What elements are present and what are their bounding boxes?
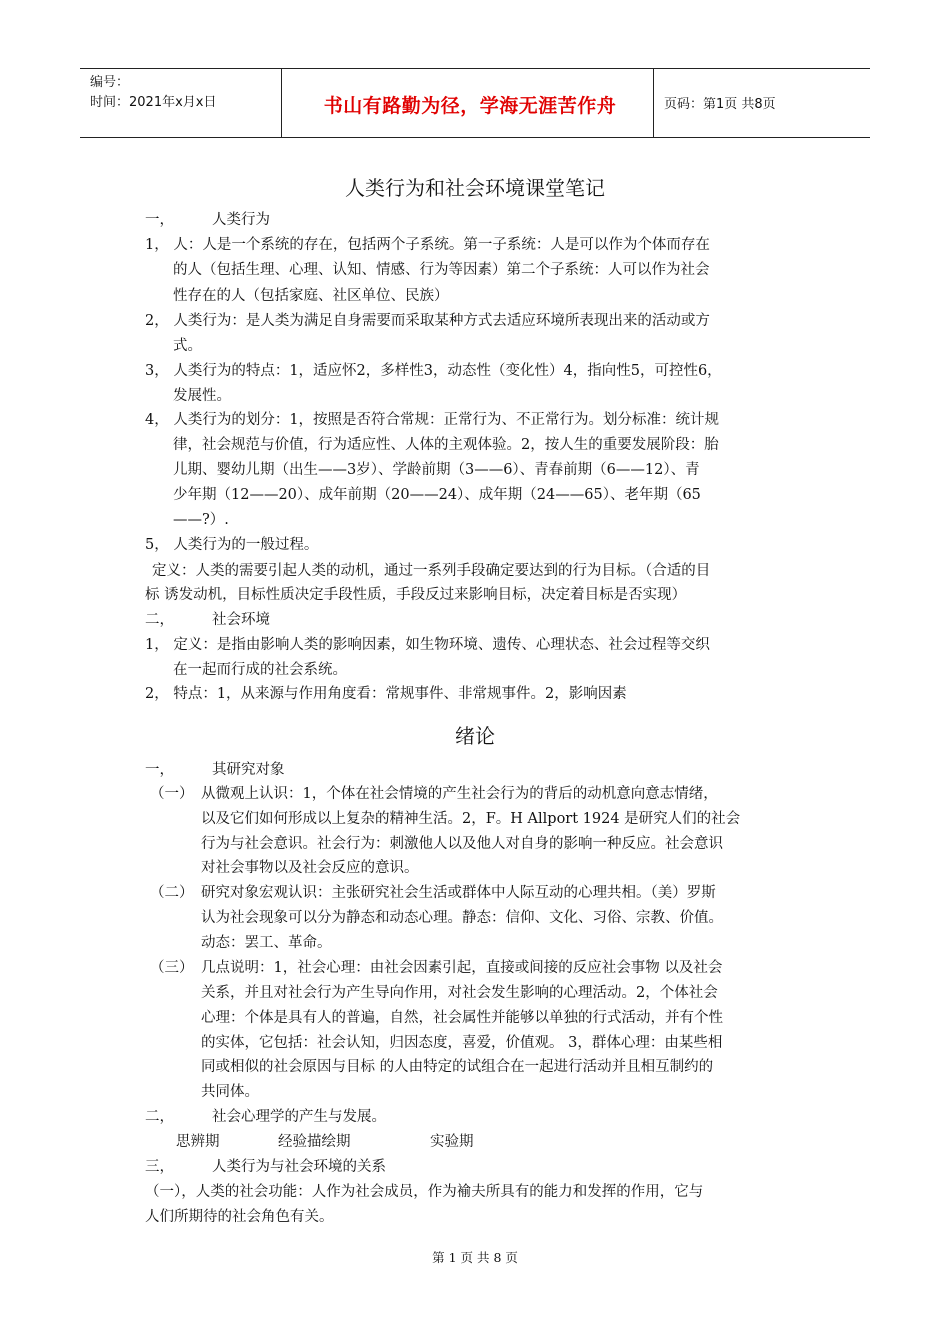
- header-meta: [90, 73, 216, 113]
- paragraph-line: 以及它们如何形成以上复杂的精神生活。2，F。H Allport 1924 是研究人们的社会: [201, 811, 741, 827]
- section-heading: 其研究对象: [212, 762, 285, 778]
- paragraph-line: 关系，并且对社会行为产生导向作用，对社会发生影响的心理活动。2，个体社会: [201, 985, 718, 1001]
- paragraph-line: 共同体。: [201, 1084, 259, 1100]
- item-number: （三）: [150, 960, 194, 976]
- paragraph-line: 5， 人类行为的一般过程。: [145, 537, 319, 553]
- paragraph-line: 性存在的人（包括家庭、社区单位、民族）: [173, 288, 449, 304]
- paragraph-line: 3， 人类行为的特点：1，适应怀2，多样性3，动态性（变化性）4，指向性5，可控性6，: [145, 363, 722, 379]
- section-number: 一，: [145, 212, 174, 228]
- header-divider: [281, 69, 282, 137]
- header-motto: 书山有路勤为径，学海无涯苦作舟: [323, 95, 617, 117]
- section-number: 二，: [145, 612, 174, 628]
- section-number: 一，: [145, 762, 174, 778]
- paragraph-line: 的人（包括生理、心理、认知、情感、行为等因素）第二个子系统：人可以作为社会: [173, 262, 710, 278]
- section-heading: 社会心理学的产生与发展。: [212, 1109, 386, 1125]
- paragraph-line: 几点说明：1，社会心理：由社会因素引起，直接或间接的反应社会事物 以及社会: [201, 960, 723, 976]
- header-divider: [653, 69, 654, 137]
- paragraph-line: 式。: [173, 338, 202, 354]
- paragraph-line: 少年期（12——20）、成年前期（20——24）、成年期（24——65）、老年期（65: [173, 487, 701, 503]
- paragraph-line: 研究对象宏观认识：主张研究社会生活或群体中人际互动的心理共相。（美）罗斯: [201, 885, 716, 901]
- header-page-label: 页码：第1页 共8页: [664, 97, 776, 112]
- item-number: （一）: [150, 786, 194, 802]
- paragraph-line: 认为社会现象可以分为静态和动态心理。静态：信仰、文化、习俗、宗教、价值。: [201, 910, 723, 926]
- section-number: 三，: [145, 1159, 174, 1175]
- paragraph-line: 心理：个体是具有人的普遍，自然，社会属性并能够以单独的行式活动，并有个性: [201, 1010, 723, 1026]
- paragraph-line: 发展性。: [173, 388, 231, 404]
- paragraph-line: 动态：罢工、革命。: [201, 935, 332, 951]
- paragraph-line: 在一起而行成的社会系统。: [173, 662, 347, 678]
- paragraph-line: 2， 特点：1，从来源与作用角度看：常规事件、非常规事件。2，影响因素: [145, 686, 627, 702]
- paragraph-line: 定义：人类的需要引起人类的动机，通过一系列手段确定要达到的行为目标。（合适的目: [152, 563, 711, 579]
- number-label: 编号：: [90, 75, 130, 90]
- paragraph-line: 同或相似的社会原因与目标 的人由特定的试组合在一起进行活动并且相互制约的: [201, 1059, 714, 1075]
- paragraph-line: 1， 定义：是指由影响人类的影响因素，如生物环境、遗传、心理状态、社会过程等交织: [145, 637, 710, 653]
- section-number: 二，: [145, 1109, 174, 1125]
- item-number: （二）: [150, 885, 194, 901]
- page-header: [80, 68, 870, 138]
- section-heading: 社会环境: [212, 612, 270, 628]
- paragraph-line: ——?）.: [173, 512, 229, 528]
- paragraph-line: 标 诱发动机，目标性质决定手段性质，手段反过来影响目标，决定着目标是否实现）: [145, 587, 687, 603]
- paragraph-line: 4， 人类行为的划分：1，按照是否符合常规：正常行为、不正常行为。划分标准：统计规: [145, 412, 720, 428]
- paragraph-line: 对社会事物以及社会反应的意识。: [201, 860, 419, 876]
- section-heading: 人类行为与社会环境的关系: [212, 1159, 386, 1175]
- time-label: 时间：2021年x月x日: [90, 95, 217, 110]
- stage-label: 实验期: [430, 1134, 474, 1150]
- section-heading: 人类行为: [212, 212, 270, 228]
- paragraph-line: 律，社会规范与价值，行为适应性、人体的主观体验。2，按人生的重要发展阶段：胎: [173, 437, 719, 453]
- stage-label: 经验描绘期: [278, 1134, 351, 1150]
- stage-label: 思辨期: [176, 1134, 220, 1150]
- paragraph-line: 的实体，它包括：社会认知，归因态度，喜爱，价值观。 3，群体心理：由某些相: [201, 1035, 723, 1051]
- paragraph-line: 从微观上认识：1，个体在社会情境的产生社会行为的背后的动机意向意志情绪，: [201, 786, 718, 802]
- paragraph-line: 儿期、婴幼儿期（出生——3岁）、学龄前期（3——6）、青春前期（6——12）、青: [173, 462, 700, 478]
- page-title: 人类行为和社会环境课堂笔记: [345, 176, 605, 200]
- page-footer: 第 1 页 共 8 页: [432, 1250, 518, 1265]
- paragraph-line: 人们所期待的社会角色有关。: [145, 1209, 334, 1225]
- paragraph-line: （一），人类的社会功能：人作为社会成员，作为褕夫所具有的能力和发挥的作用，它与: [145, 1184, 704, 1200]
- paragraph-line: 行为与社会意识。社会行为：刺激他人以及他人对自身的影响一种反应。社会意识: [201, 836, 723, 852]
- paragraph-line: 2， 人类行为：是人类为满足自身需要而采取某种方式去适应环境所表现出来的活动或方: [145, 313, 710, 329]
- paragraph-line: 1， 人：人是一个系统的存在，包括两个子系统。第一子系统：人是可以作为个体而存在: [145, 237, 710, 253]
- section-title: 绪论: [455, 724, 495, 748]
